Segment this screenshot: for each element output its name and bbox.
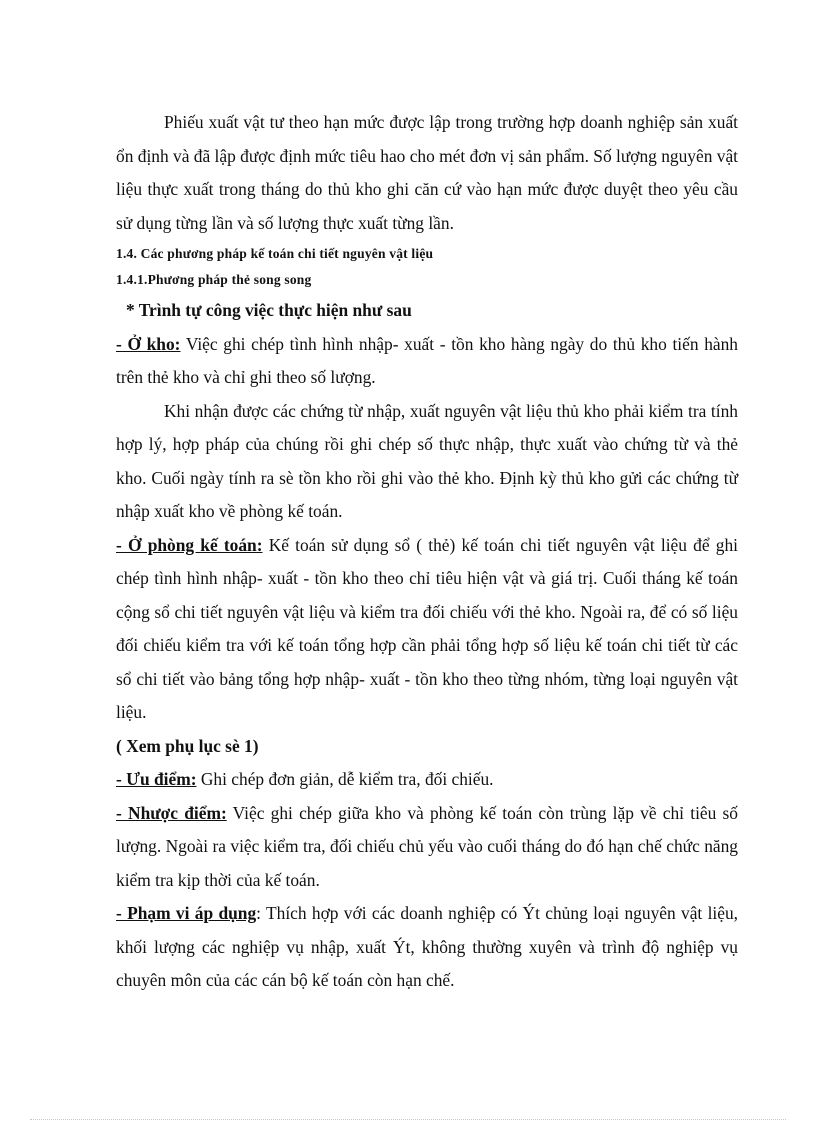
label-disadvantages: - Nhược điểm:	[116, 802, 227, 823]
label-advantages: - Ưu điểm:	[116, 769, 197, 789]
paragraph-accounting-dept	[116, 529, 738, 730]
heading-section-1-4-1: 1.4.1.Phương pháp thẻ song song	[116, 272, 312, 287]
text-disadvantages: Việc ghi chép giữa kho và phòng kế toán còn trùng lặp về chỉ tiêu số lượng. Ngoài ra việc kiểm tra, đối chiếu chủ yếu vào cuối tháng do đó hạn chế chức năng kiểm tra kịp thời của kế toán.	[116, 802, 738, 890]
text-scope: : Thích hợp với các doanh nghiệp có Ýt chủng loại nguyên vật liệu, khối lượng các nghiệp vụ nhập, xuất Ýt, không thường xuyên và trình độ nghiệp vụ chuyên môn của các cán bộ kế toán còn hạn chế.	[116, 903, 738, 990]
heading-section-1-4: 1.4. Các phương pháp kế toán chi tiết nguyên vật liệu	[116, 246, 434, 261]
text-advantages: Ghi chép đơn giản, dễ kiểm tra, đối chiếu.	[196, 769, 494, 789]
label-scope: - Phạm vi áp dụng	[116, 903, 257, 923]
paragraph-intro: Phiếu xuất vật tư theo hạn mức được lập trong trường hợp doanh nghiệp sản xuất ổn định và đã lập được định mức tiêu hao cho mét đơn vị sản phẩm. Số lượng nguyên vật liệu thực xuất trong tháng do thủ kho ghi căn cứ vào hạn mức được duyệt theo yêu cầu sử dụng từng lần và số lượng thực xuất từng lần.	[116, 112, 738, 233]
paragraph-scope	[116, 897, 738, 998]
paragraph-disadvantages	[116, 797, 738, 898]
text-accounting-dept: Kế toán sử dụng sổ ( thẻ) kế toán chi tiết nguyên vật liệu để ghi chép tình hình nhập- xuất - tồn kho theo chỉ tiêu hiện vật và giá trị. Cuối tháng kế toán cộng sổ chi tiết nguyên vật liệu và kiểm tra đối chiếu với thẻ kho. Ngoài ra, để có số liệu đối chiếu kiểm tra với kế toán tổng hợp cần phải tổng hợp số liệu kế toán chi tiết từ các sổ chi tiết vào bảng tổng hợp nhập- xuất - tồn kho theo từng nhóm, từng loại nguyên vật liệu.	[116, 534, 738, 722]
document-body	[116, 106, 738, 998]
heading-work-sequence: * Trình tự công việc thực hiện như sau	[126, 300, 412, 320]
paragraph-warehouse	[116, 328, 738, 395]
see-appendix-note: ( Xem phụ lục sè 1)	[116, 735, 259, 756]
page-bottom-divider	[30, 1119, 786, 1120]
text-warehouse: Việc ghi chép tình hình nhập- xuất - tồn kho hàng ngày do thủ kho tiến hành trên thẻ kho và chỉ ghi theo số lượng.	[116, 333, 738, 387]
paragraph-advantages	[116, 763, 738, 797]
label-accounting-dept: - Ở phòng kế toán:	[116, 534, 263, 555]
label-warehouse: - Ở kho:	[116, 333, 181, 354]
paragraph-receive-documents: Khi nhận được các chứng từ nhập, xuất nguyên vật liệu thủ kho phải kiểm tra tính hợp lý, hợp pháp của chúng rồi ghi chép số thực nhập, thực xuất vào chứng từ và thẻ kho. Cuối ngày tính ra sè tồn kho rồi ghi vào thẻ kho. Định kỳ thủ kho gửi các chứng từ nhập xuất kho về phòng kế toán.	[116, 400, 738, 521]
